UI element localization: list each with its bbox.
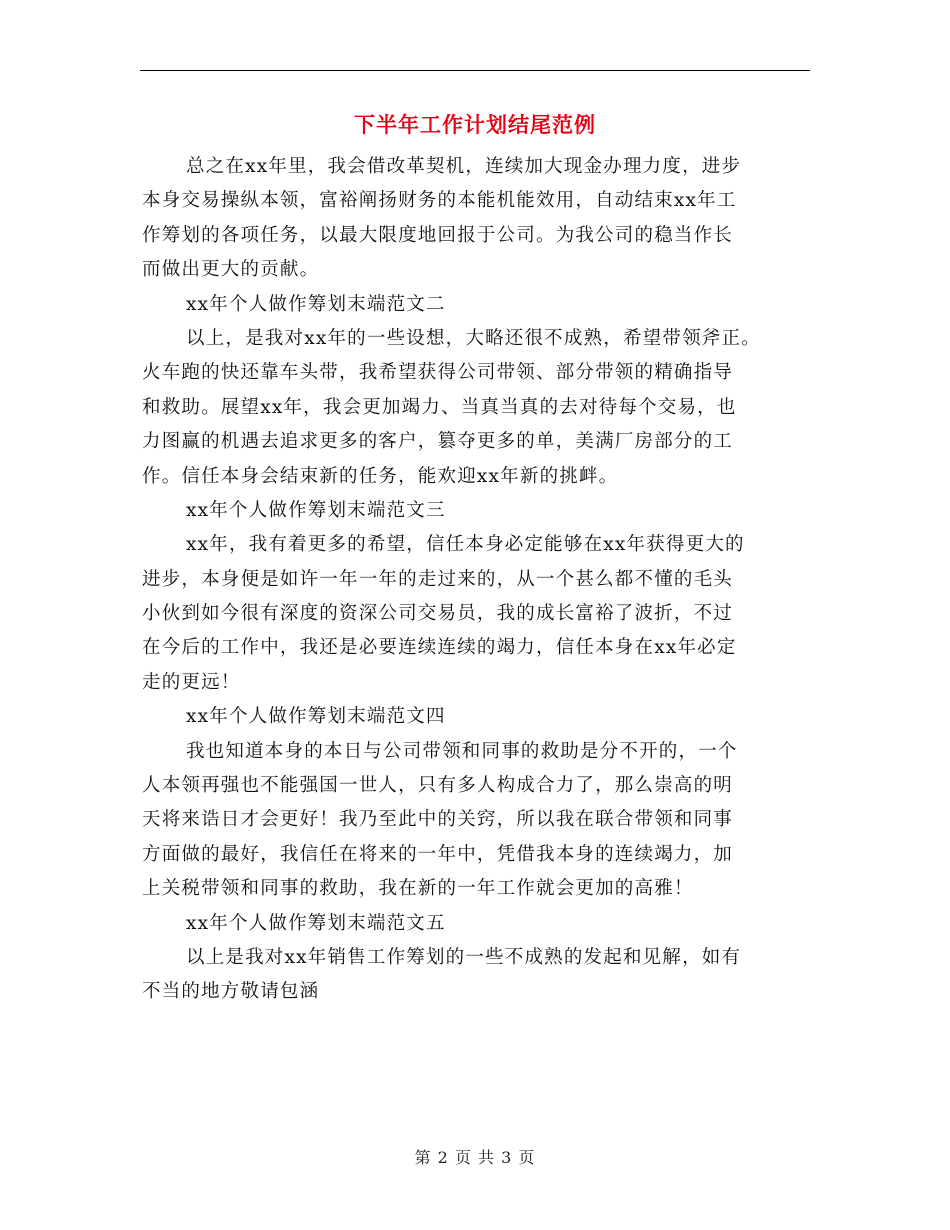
body-line: 人本领再强也不能强国一世人，只有多人构成合力了，那么崇高的明 <box>142 775 734 797</box>
body-line: 进步，本身便是如许一年一年的走过来的，从一个甚么都不懂的毛头 <box>142 568 734 590</box>
body-line: 以上，是我对xx年的一些设想，大略还很不成熟，希望带领斧正。 <box>186 327 761 349</box>
section-heading: xx年个人做作筹划末端范文四 <box>186 706 446 728</box>
page-number: 第 2 页 共 3 页 <box>414 1148 536 1167</box>
section-heading: xx年个人做作筹划末端范文五 <box>186 912 446 934</box>
body-line: 不当的地方敬请包涵 <box>142 981 320 1003</box>
body-line: 小伙到如今很有深度的资深公司交易员，我的成长富裕了波折，不过 <box>142 603 734 625</box>
body-line: 方面做的最好，我信任在将来的一年中，凭借我本身的连续竭力，加 <box>142 843 734 865</box>
body-line: 和救助。展望xx年，我会更加竭力、当真当真的去对待每个交易，也 <box>142 396 737 418</box>
body-line: 在今后的工作中，我还是必要连续连续的竭力，信任本身在xx年必定 <box>142 637 737 659</box>
body-line: 总之在xx年里，我会借改革契机，连续加大现金办理力度，进步 <box>186 156 742 177</box>
body-line: 我也知道本身的本日与公司带领和同事的救助是分不开的，一个 <box>186 740 738 762</box>
document-body <box>142 150 810 1010</box>
body-line: 而做出更大的贡献。 <box>142 259 320 281</box>
document-title: 下半年工作计划结尾范例 <box>354 113 596 137</box>
body-line: 走的更远！ <box>142 671 241 693</box>
body-line: 力图赢的机遇去追求更多的客户，篡夺更多的单，美满厂房部分的工 <box>142 431 734 453</box>
body-line: 以上是我对xx年销售工作筹划的一些不成熟的发起和见解，如有 <box>186 946 742 968</box>
body-line: 上关税带领和同事的救助，我在新的一年工作就会更加的高雅！ <box>142 878 694 900</box>
body-line: 作筹划的各项任务，以最大限度地回报于公司。为我公司的稳当作长 <box>142 224 734 246</box>
body-line: xx年，我有着更多的希望，信任本身必定能够在xx年获得更大的 <box>186 534 745 556</box>
body-line: 作。信任本身会结束新的任务，能欢迎xx年新的挑衅。 <box>142 465 619 487</box>
section-heading: xx年个人做作筹划末端范文二 <box>186 293 446 315</box>
section-heading: xx年个人做作筹划末端范文三 <box>186 499 446 521</box>
body-line: 本身交易操纵本领，富裕阐扬财务的本能机能效用，自动结束xx年工 <box>142 190 737 212</box>
header-rule <box>140 70 810 71</box>
body-line: 天将来诰日才会更好！我乃至此中的关窍，所以我在联合带领和同事 <box>142 809 734 831</box>
body-line: 火车跑的快还靠车头带，我希望获得公司带领、部分带领的精确指导 <box>142 362 734 384</box>
